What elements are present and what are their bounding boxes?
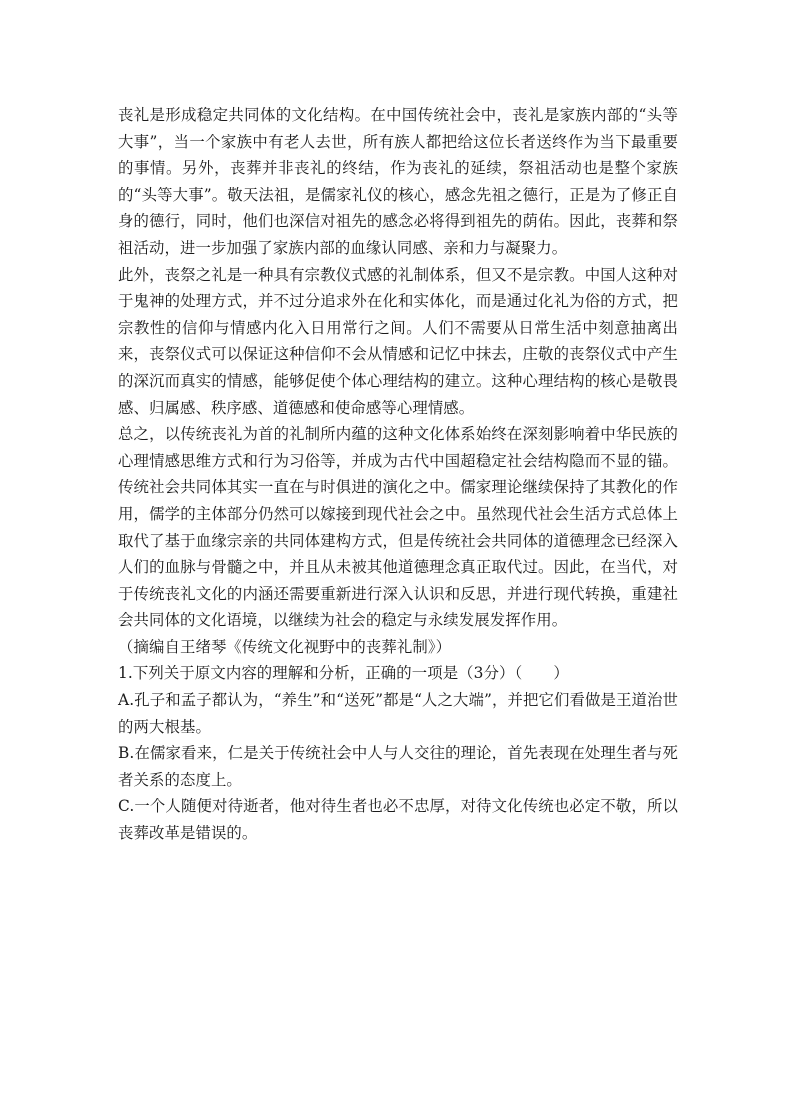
passage-source: （摘编自王绪琴《传统文化视野中的丧葬礼制》） <box>118 637 452 656</box>
question-1-stem: 1.下列关于原文内容的理解和分析，正确的一项是（3分）（ ） <box>118 664 569 683</box>
passage-paragraph-3: 总之，以传统丧礼为首的礼制所内蕴的这种文化体系始终在深刻影响着中华民族的心理情感思维方式和行为习俗等，并成为古代中国超稳定社会结构隐而不显的锚。传统社会共同体其实一直在与时俱进的演化之中。儒家理论继续保持了其教化的作用，儒学的主体部分仍然可以嫁接到现代社会之中。虽然现代社会生活方式总体上取代了基于血缘宗亲的共同体建构方式，但是传统社会共同体的道德理念已经深入人们的血脉与骨髓之中，并且从未被其他道德理念真正取代过。因此，在当代，对于传统丧礼文化的内涵还需要重新进行深入认识和反思，并进行现代转换，重建社会共同体的文化语境，以继续为社会的稳定与永续发展发挥作用。 <box>118 425 678 630</box>
passage-paragraph-2: 此外，丧祭之礼是一种具有宗教仪式感的礼制体系，但又不是宗教。中国人这种对于鬼神的处理方式，并不过分追求外在化和实体化，而是通过化礼为俗的方式，把宗教性的信仰与情感内化入日用常行之间。人们不需要从日常生活中刻意抽离出来，丧祭仪式可以保证这种信仰不会从情感和记忆中抹去，庄敬的丧祭仪式中产生的深沉而真实的情感，能够促使个体心理结构的建立。这种心理结构的核心是敬畏感、归属感、秩序感、道德感和使命感等心理情感。 <box>118 265 678 417</box>
question-1-option-c: C.一个人随便对待逝者，他对待生者也必不忠厚，对待文化传统也必定不敬，所以丧葬改革是错误的。 <box>118 797 678 843</box>
question-1-option-a: A.孔子和孟子都认为，“养生”和“送死”都是“人之大端”，并把它们看做是王道治世的两大根基。 <box>118 691 678 736</box>
passage-paragraph-1: 丧礼是形成稳定共同体的文化结构。在中国传统社会中，丧礼是家族内部的“头等大事”，当一个家族中有老人去世，所有族人都把给这位长者送终作为当下最重要的事情。另外，丧葬并非丧礼的终结，作为丧礼的延续，祭祖活动也是整个家族的“头等大事”。敬天法祖，是儒家礼仪的核心，感念先祖之德行，正是为了修正自身的德行，同时，他们也深信对祖先的感念必将得到祖先的荫佑。因此，丧葬和祭祖活动，进一步加强了家族内部的血缘认同感、亲和力与凝聚力。 <box>118 106 678 257</box>
question-1-option-b: B.在儒家看来，仁是关于传统社会中人与人交往的理论，首先表现在处理生者与死者关系的态度上。 <box>118 744 678 789</box>
document-page <box>118 102 678 847</box>
